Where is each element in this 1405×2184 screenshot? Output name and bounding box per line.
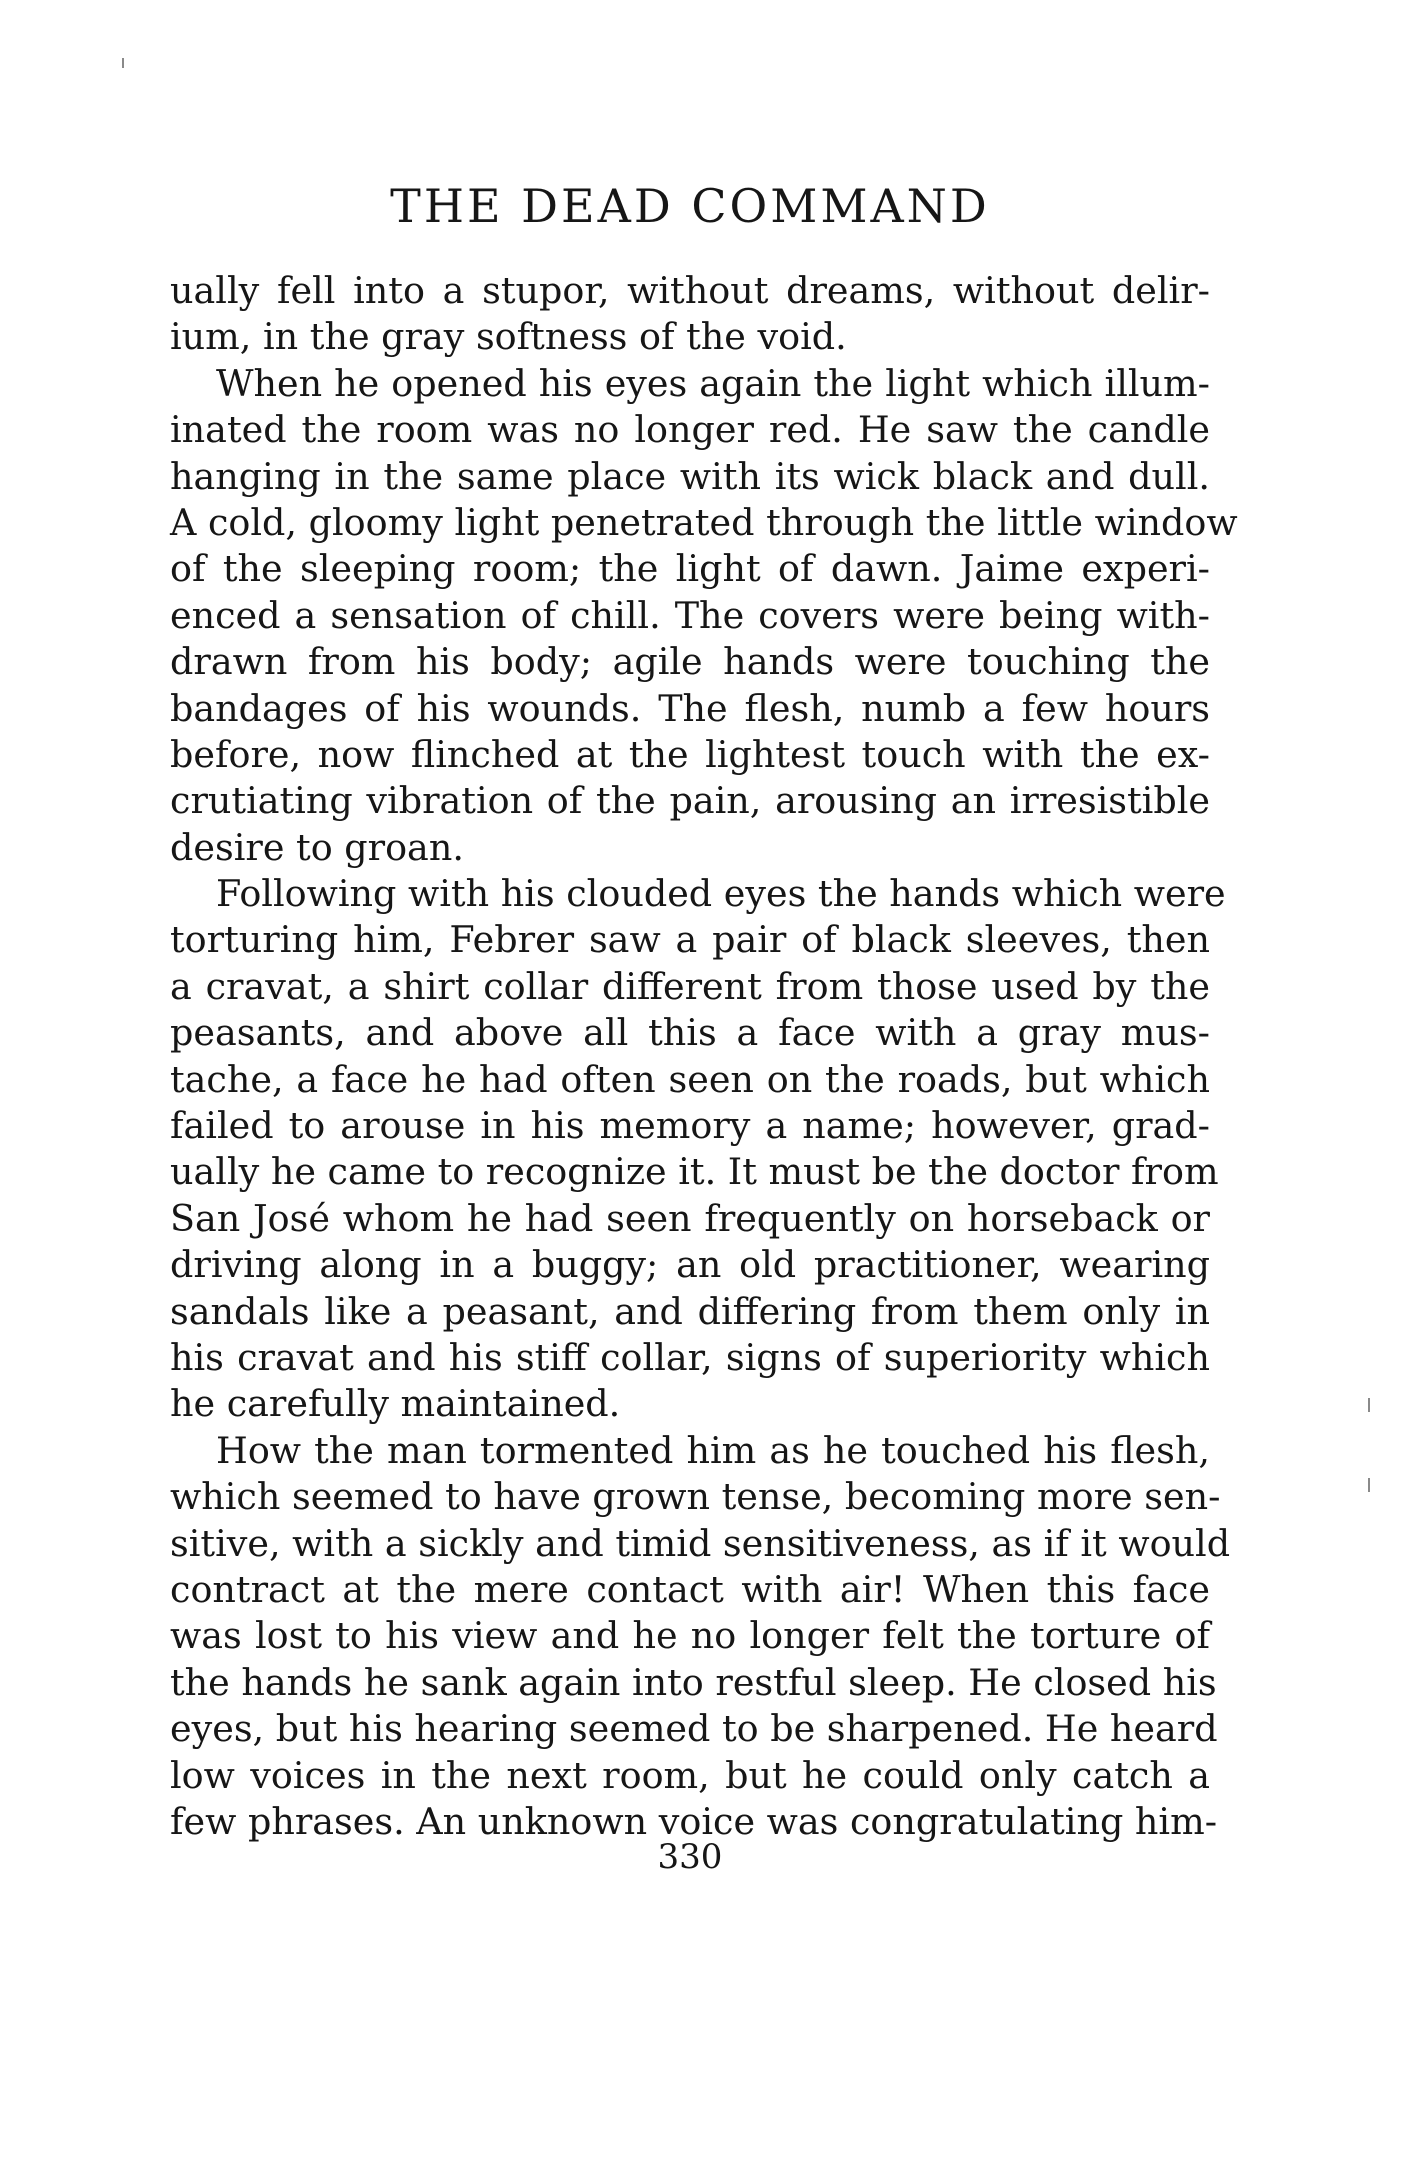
text-line: a cravat, a shirt collar different from those used by the <box>170 964 1210 1008</box>
text-line: few phrases. An unknown voice was congratulating him- <box>170 1799 1218 1843</box>
text-line: failed to arouse in his memory a name; however, grad- <box>170 1104 1210 1148</box>
text-line: low voices in the next room, but he could only catch a <box>170 1753 1210 1797</box>
running-head-title: THE DEAD COMMAND <box>390 179 990 233</box>
margin-speck <box>122 58 124 68</box>
text-line: which seemed to have grown tense, becoming more sen- <box>170 1475 1221 1519</box>
text-line: A cold, gloomy light penetrated through the little window <box>170 500 1238 544</box>
text-line: hanging in the same place with its wick black and dull. <box>170 454 1210 498</box>
text-line: When he opened his eyes again the light which illum- <box>216 361 1210 405</box>
text-line: ium, in the gray softness of the void. <box>170 315 847 359</box>
text-line: the hands he sank again into restful sleep. He closed his <box>170 1660 1217 1704</box>
text-line: ually fell into a stupor, without dreams, without delir- <box>170 269 1210 312</box>
text-line: bandages of his wounds. The flesh, numb a few hours <box>170 686 1210 730</box>
margin-speck <box>1368 1478 1370 1492</box>
text-line: contract at the mere contact with air! When this face <box>170 1567 1210 1611</box>
page-number: 330 <box>657 1837 723 1877</box>
text-line: San José whom he had seen frequently on horseback or <box>170 1196 1210 1240</box>
text-line: crutiating vibration of the pain, arousing an irresistible <box>170 779 1210 823</box>
text-line: sandals like a peasant, and differing from them only in <box>170 1289 1210 1333</box>
text-line: driving along in a buggy; an old practitioner, wearing <box>170 1243 1210 1287</box>
margin-speck <box>1368 1398 1370 1412</box>
body-text <box>170 268 1238 1845</box>
text-line: eyes, but his hearing seemed to be sharpened. He heard <box>170 1707 1218 1751</box>
text-line: peasants, and above all this a face with a gray mus- <box>170 1011 1210 1055</box>
text-line: tache, a face he had often seen on the roads, but which <box>170 1057 1210 1101</box>
text-line: of the sleeping room; the light of dawn. Jaime experi- <box>170 547 1210 591</box>
text-line: drawn from his body; agile hands were touching the <box>170 640 1210 684</box>
text-line: his cravat and his stiff collar, signs of superiority which <box>170 1335 1210 1379</box>
text-line: ually he came to recognize it. It must be the doctor from <box>170 1150 1219 1194</box>
text-line: desire to groan. <box>170 825 464 869</box>
text-line: torturing him, Febrer saw a pair of black sleeves, then <box>170 918 1210 962</box>
text-line: inated the room was no longer red. He saw the candle <box>170 408 1210 452</box>
text-line: How the man tormented him as he touched his flesh, <box>216 1428 1210 1472</box>
text-line: before, now flinched at the lightest touch with the ex- <box>170 732 1210 776</box>
text-line: was lost to his view and he no longer felt the torture of <box>170 1614 1210 1658</box>
text-line: sitive, with a sickly and timid sensitiveness, as if it would <box>170 1521 1231 1565</box>
text-line: Following with his clouded eyes the hands which were <box>216 872 1226 916</box>
text-line: he carefully maintained. <box>170 1382 621 1426</box>
text-line: enced a sensation of chill. The covers were being with- <box>170 593 1210 637</box>
